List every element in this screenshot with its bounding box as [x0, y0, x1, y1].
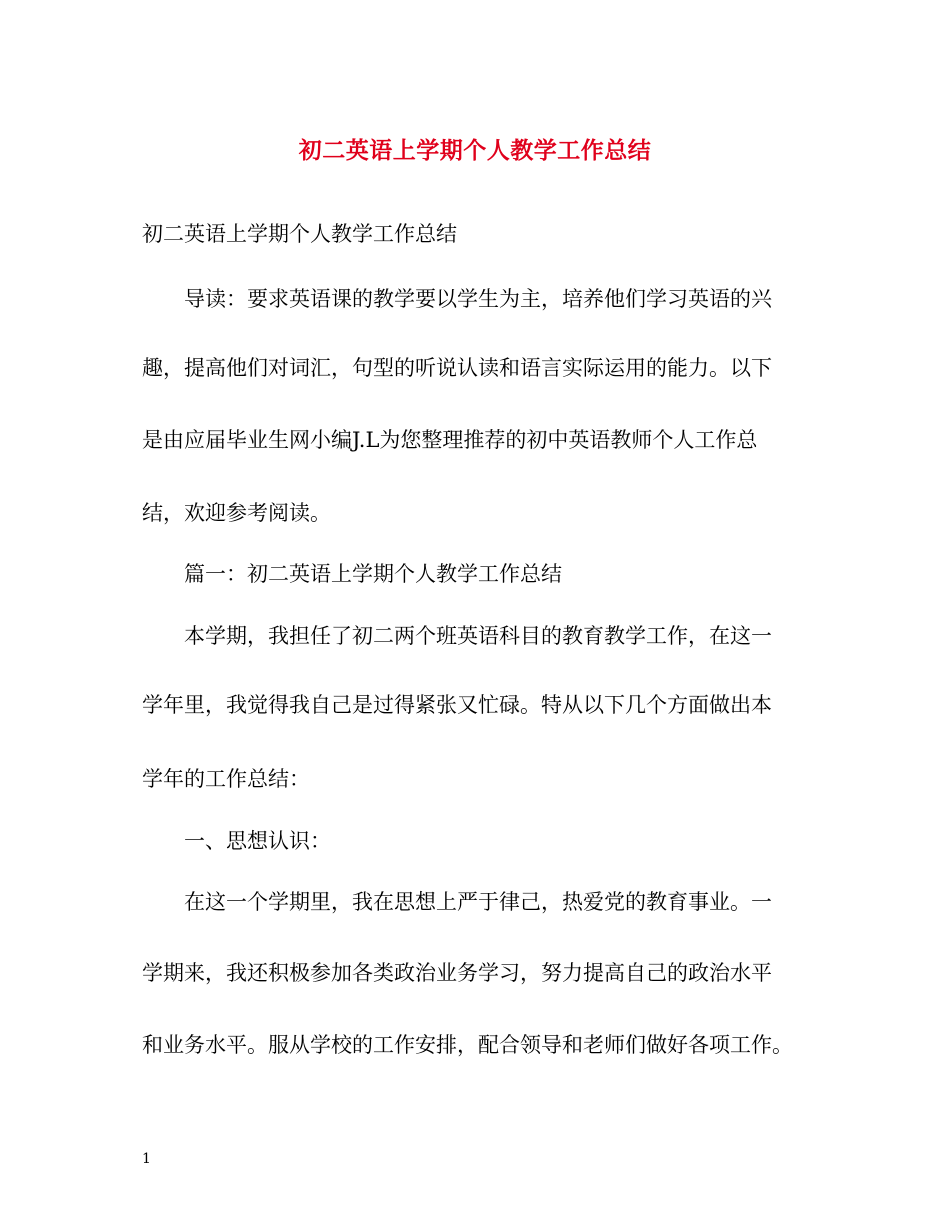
- paragraph-line: 和业务水平。服从学校的工作安排，配合领导和老师们做好各项工作。: [142, 1033, 793, 1057]
- paragraph-line: 本学期，我担任了初二两个班英语科目的教育教学工作，在这一: [184, 624, 772, 648]
- paragraph-line: 在这一个学期里，我在思想上严于律己，热爱党的教育事业。一: [184, 890, 772, 914]
- paragraph-line: 学年的工作总结：: [142, 767, 310, 791]
- paragraph-line: 趣，提高他们对词汇，句型的听说认读和语言实际运用的能力。以下: [142, 356, 772, 380]
- paragraph-line: 学期来，我还积极参加各类政治业务学习，努力提高自己的政治水平: [142, 961, 772, 985]
- subtitle-line: 初二英语上学期个人教学工作总结: [142, 222, 457, 246]
- paragraph-line: 导读：要求英语课的教学要以学生为主，培养他们学习英语的兴: [184, 287, 772, 311]
- paragraph-line: 学年里，我觉得我自己是过得紧张又忙碌。特从以下几个方面做出本: [142, 693, 772, 717]
- document-title: 初二英语上学期个人教学工作总结: [298, 137, 652, 164]
- paragraph-line: 是由应届毕业生网小编J.L为您整理推荐的初中英语教师个人工作总: [142, 428, 758, 452]
- paragraph-line: 结，欢迎参考阅读。: [142, 501, 331, 525]
- page-number: 1: [142, 1151, 151, 1167]
- section-heading: 篇一：初二英语上学期个人教学工作总结: [184, 562, 562, 586]
- section-heading: 一、思想认识：: [184, 829, 331, 853]
